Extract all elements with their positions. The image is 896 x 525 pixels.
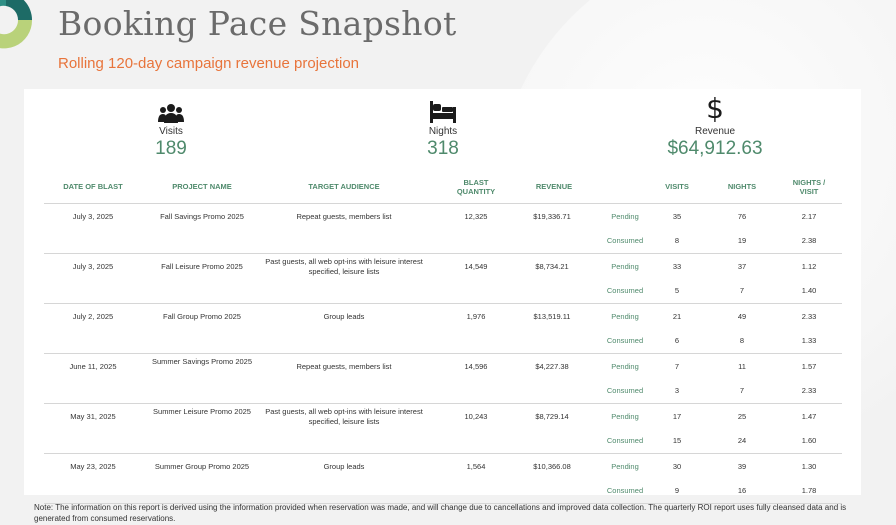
people-icon bbox=[91, 97, 251, 123]
header-blast-quantity: BLAST QUANTITY bbox=[456, 178, 496, 196]
cell-pending-nights: 25 bbox=[737, 412, 747, 421]
kpi-nights-label: Nights bbox=[428, 126, 458, 137]
row-divider bbox=[44, 253, 842, 254]
page-subtitle: Rolling 120-day campaign revenue projection bbox=[58, 55, 360, 72]
cell-consumed-nights: 24 bbox=[737, 436, 747, 445]
header-nights: NIGHTS bbox=[727, 182, 757, 191]
campaign-table bbox=[24, 178, 861, 495]
cell-blast-quantity: 1,976 bbox=[466, 312, 486, 321]
status-pending: Pending bbox=[611, 462, 639, 471]
cell-consumed-nights-per-visit: 2.38 bbox=[801, 236, 817, 245]
status-pending: Pending bbox=[611, 212, 639, 221]
cell-blast-quantity: 14,596 bbox=[464, 362, 488, 371]
dollar-icon bbox=[635, 92, 795, 125]
cell-pending-nights-per-visit: 1.30 bbox=[801, 462, 817, 471]
status-pending: Pending bbox=[611, 362, 639, 371]
dollar-symbol: $ bbox=[706, 92, 724, 125]
row-divider bbox=[44, 203, 842, 204]
status-consumed: Consumed bbox=[606, 286, 644, 295]
header-audience: TARGET AUDIENCE bbox=[308, 182, 380, 191]
cell-pending-nights: 37 bbox=[737, 262, 747, 271]
cell-date: July 3, 2025 bbox=[72, 262, 114, 271]
cell-blast-quantity: 1,564 bbox=[466, 462, 486, 471]
row-divider bbox=[44, 353, 842, 354]
status-pending: Pending bbox=[611, 262, 639, 271]
report-note: Note: The information on this report is derived using the information provided when reservation was made, and will change due to cancellations and improved data collection. The quarterly ROI report uses fully cleansed data and is generated from consumed reservations. bbox=[34, 503, 847, 523]
cell-project: Fall Savings Promo 2025 bbox=[160, 212, 244, 221]
cell-date: June 11, 2025 bbox=[69, 362, 117, 371]
row-divider bbox=[44, 453, 842, 454]
header-project: PROJECT NAME bbox=[172, 182, 232, 191]
status-pending: Pending bbox=[611, 412, 639, 421]
cell-pending-visits: 30 bbox=[672, 462, 682, 471]
kpi-visits bbox=[91, 97, 251, 160]
cell-audience: Past guests, all web opt-ins with leisure interest specified, leisure lists bbox=[265, 407, 423, 426]
cell-consumed-nights: 7 bbox=[739, 286, 745, 295]
row-divider bbox=[44, 403, 842, 404]
cell-revenue: $8,734.21 bbox=[535, 262, 569, 271]
cell-project: Summer Group Promo 2025 bbox=[154, 462, 250, 471]
cell-project: Summer Leisure Promo 2025 bbox=[153, 407, 251, 416]
cell-revenue: $4,227.38 bbox=[535, 362, 569, 371]
cell-revenue: $19,336.71 bbox=[533, 212, 571, 221]
status-pending: Pending bbox=[611, 312, 639, 321]
cell-pending-visits: 21 bbox=[672, 312, 682, 321]
cell-revenue: $10,366.08 bbox=[533, 462, 571, 471]
kpi-revenue-label: Revenue bbox=[694, 126, 736, 137]
cell-blast-quantity: 12,325 bbox=[464, 212, 488, 221]
cell-pending-nights-per-visit: 1.57 bbox=[801, 362, 817, 371]
cell-audience: Repeat guests, members list bbox=[296, 362, 392, 371]
cell-audience: Repeat guests, members list bbox=[296, 212, 392, 221]
cell-audience: Past guests, all web opt-ins with leisure interest specified, leisure lists bbox=[265, 257, 423, 276]
cell-consumed-visits: 15 bbox=[672, 436, 682, 445]
cell-date: May 31, 2025 bbox=[70, 412, 116, 421]
cell-pending-nights: 76 bbox=[737, 212, 747, 221]
cell-consumed-visits: 6 bbox=[674, 336, 680, 345]
cell-consumed-nights-per-visit: 1.33 bbox=[801, 336, 817, 345]
report-panel bbox=[24, 89, 861, 495]
cell-audience: Group leads bbox=[323, 312, 365, 321]
cell-pending-nights: 39 bbox=[737, 462, 747, 471]
cell-consumed-nights-per-visit: 1.40 bbox=[801, 286, 817, 295]
cell-pending-nights: 49 bbox=[737, 312, 747, 321]
cell-pending-nights-per-visit: 2.33 bbox=[801, 312, 817, 321]
header-nights-per-visit: NIGHTS / VISIT bbox=[792, 178, 826, 196]
cell-date: July 3, 2025 bbox=[72, 212, 114, 221]
cell-consumed-nights: 16 bbox=[737, 486, 747, 495]
kpi-nights bbox=[363, 97, 523, 160]
kpi-revenue-value: $64,912.63 bbox=[667, 138, 763, 159]
cell-consumed-nights: 19 bbox=[737, 236, 747, 245]
cell-consumed-visits: 5 bbox=[674, 286, 680, 295]
cell-consumed-nights-per-visit: 1.60 bbox=[801, 436, 817, 445]
kpi-visits-value: 189 bbox=[155, 138, 187, 159]
cell-audience: Group leads bbox=[323, 462, 365, 471]
cell-pending-visits: 7 bbox=[674, 362, 680, 371]
cell-consumed-nights: 8 bbox=[739, 336, 745, 345]
cell-project: Fall Leisure Promo 2025 bbox=[161, 262, 243, 271]
header-revenue: REVENUE bbox=[535, 182, 573, 191]
kpi-revenue bbox=[635, 92, 795, 160]
cell-consumed-nights-per-visit: 1.78 bbox=[801, 486, 817, 495]
kpi-nights-value: 318 bbox=[427, 138, 459, 159]
page-title: Booking Pace Snapshot bbox=[58, 4, 457, 43]
cell-project: Summer Savings Promo 2025 bbox=[151, 357, 253, 366]
cell-revenue: $8,729.14 bbox=[535, 412, 569, 421]
row-divider bbox=[44, 303, 842, 304]
cell-pending-nights-per-visit: 2.17 bbox=[801, 212, 817, 221]
cell-consumed-visits: 3 bbox=[674, 386, 680, 395]
cell-blast-quantity: 14,549 bbox=[464, 262, 488, 271]
header-visits: VISITS bbox=[665, 182, 689, 191]
cell-pending-visits: 17 bbox=[672, 412, 682, 421]
kpi-visits-label: Visits bbox=[159, 126, 183, 137]
status-consumed: Consumed bbox=[606, 336, 644, 345]
cell-pending-nights-per-visit: 1.12 bbox=[801, 262, 817, 271]
cell-date: May 23, 2025 bbox=[70, 462, 116, 471]
cell-pending-visits: 33 bbox=[672, 262, 682, 271]
status-consumed: Consumed bbox=[606, 386, 644, 395]
cell-consumed-visits: 8 bbox=[674, 236, 680, 245]
cell-consumed-visits: 9 bbox=[674, 486, 680, 495]
cell-consumed-nights: 7 bbox=[739, 386, 745, 395]
cell-project: Fall Group Promo 2025 bbox=[163, 312, 241, 321]
header-date: DATE OF BLAST bbox=[63, 182, 123, 191]
status-consumed: Consumed bbox=[606, 236, 644, 245]
status-consumed: Consumed bbox=[606, 486, 644, 495]
cell-pending-visits: 35 bbox=[672, 212, 682, 221]
cell-consumed-nights-per-visit: 2.33 bbox=[801, 386, 817, 395]
bed-icon bbox=[363, 97, 523, 123]
logo-icon bbox=[0, 0, 34, 54]
cell-pending-nights-per-visit: 1.47 bbox=[801, 412, 817, 421]
cell-pending-nights: 11 bbox=[738, 362, 746, 371]
cell-date: July 2, 2025 bbox=[72, 312, 114, 321]
cell-blast-quantity: 10,243 bbox=[464, 412, 488, 421]
cell-revenue: $13,519.11 bbox=[533, 312, 571, 321]
status-consumed: Consumed bbox=[606, 436, 644, 445]
